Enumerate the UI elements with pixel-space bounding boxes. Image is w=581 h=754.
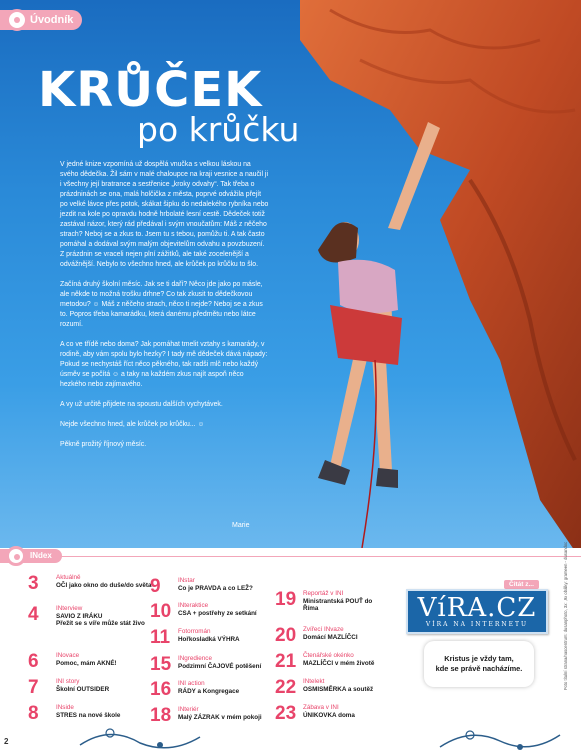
index-title: Domácí MAZLÍČCI (303, 633, 358, 641)
index-category: INteraktice (178, 602, 209, 609)
quote-line: Kristus je vždy tam, (444, 654, 514, 663)
index-category: Zvířecí INvaze (303, 626, 344, 633)
quote-bubble (424, 641, 534, 687)
page-number-label: 11 (150, 627, 171, 648)
page-number-label: 22 (275, 677, 297, 698)
index-title: Co je PRAVDA a co LEŽ? (178, 584, 253, 592)
vira-logo[interactable] (406, 589, 548, 634)
index-title: SAVIO Z IRÁKU (56, 612, 103, 620)
paragraph: V jedné knize vzpomíná už dospělá vnučka s velkou láskou na svého dědečka. Žil sám v malé chaloupce na kraji vesnice a naučil ji i všechny její bratrance a sestřenice „kroky odvahy“. Tak třeba o prázdninách se ona, malá holčička z města, poprvé odvážila přejít po velké lávce přes potok, skákat šipku do nedalekého rybníka nebo jezdit na kole po opravdu hodně hrbolaté lesní cestě. Dědeček totiž zastával názor, který rád předával i svým vnoučatům: Máš z něčeho strach? Neboj se a zkus to. Jsem tu s tebou, pomůžu ti. A tak často pomáhal a dodával svým malým objevitelům odvahu a povzbuzení. Z prázdnin se vraceli nejen plní zážitků, ale také zocelenější a odvážnější. Nebylo to všechno hned, ale krůček po krůčku to šlo. (60, 161, 269, 268)
index-category: Aktuálně (56, 574, 81, 581)
paragraph: A vy už určitě přijdete na spoustu dalších vychytávek. (60, 401, 223, 408)
index-category: Čtenářské okénko (303, 652, 354, 659)
index-item[interactable] (150, 655, 261, 675)
page-number-label: 3 (28, 573, 39, 594)
index-category: INI action (178, 680, 205, 687)
page-subtitle: po krůčku (137, 110, 300, 149)
page-title: KRŮČEK (38, 62, 263, 118)
index-title: MAZLÍČCI v mém životě (303, 659, 375, 667)
page-number-label: 6 (28, 651, 39, 672)
page-number-label: 23 (275, 703, 297, 724)
index-item[interactable] (28, 652, 117, 672)
signature: Marie (232, 522, 250, 529)
index-title: OČI jako okno do duše/do světa (56, 581, 152, 589)
index-category: INI story (56, 678, 80, 685)
index-category: INtelekt (303, 678, 325, 685)
index-category: INteriér (178, 706, 199, 713)
flower-icon (6, 9, 28, 31)
index-item[interactable] (28, 678, 109, 698)
paragraph: A co ve třídě nebo doma? Jak pomáhat tmelit vztahy s kamarády, v rodině, aby vám spolu bylo hezky? I tady mě dědeček dává nápady: Pokud se nechystáš říct něco pěkného, tak radši mlč nebo každý úsměv se počítá ☺ a taky na každém zkus najít aspoň něco hezkého nebo zajímavého. (60, 341, 268, 388)
index-title: ÚNIKOVKA doma (303, 711, 355, 719)
page-number-label: 8 (28, 703, 39, 724)
editorial-text (60, 160, 270, 460)
index-title: OSMISMĚRKA a soutěž (303, 685, 374, 693)
index-title: Podzimní ČAJOVÉ potěšení (178, 662, 262, 670)
index-category: Zábava v INI (303, 704, 339, 711)
index-item[interactable] (150, 628, 240, 648)
index-category: INterview (56, 605, 83, 612)
index-title: STRES na nové škole (56, 711, 121, 719)
index-category: Reportáž v INI (303, 590, 344, 597)
quote-tag: Čitát z... (504, 580, 539, 589)
paragraph: Nejde všechno hned, ale krůček po krůčku... ☺ (60, 421, 205, 428)
index-item[interactable] (275, 652, 374, 672)
index-item[interactable] (150, 577, 253, 597)
logo-text: VíRA.CZ (417, 593, 537, 623)
index-category: INovace (56, 652, 80, 659)
index-tag: INdex (0, 549, 62, 563)
index-item[interactable] (28, 574, 156, 594)
index-category: INstar (178, 577, 195, 584)
page-number-label: 4 (28, 604, 39, 625)
index-item[interactable] (275, 590, 388, 613)
floral-decoration (0, 715, 581, 754)
page-number-label: 15 (150, 654, 172, 675)
page-number-label: 19 (275, 589, 297, 610)
index-title: Hořkosladká VÝHRA (178, 635, 240, 643)
index-title: CSA + postřehy ze setkání (178, 609, 257, 617)
logo-subtitle: VÍRA NA INTERNETU (425, 621, 529, 628)
index-item[interactable] (275, 626, 358, 646)
quote-line: kde se právě nacházíme. (435, 664, 523, 673)
page-number-label: 7 (28, 677, 39, 698)
index-category: Fotorromán (178, 628, 211, 635)
page-number-label: 10 (150, 601, 172, 622)
paragraph: Začíná druhý školní měsíc. Jak se ti daří? Něco jde jako po másle, ale někde to možná trošku drhne? Co tak zkusit to dědečkovou metodou? ☺ Máš z něčeho strach, něco ti nejde? Neboj se a zkus to. Popros třeba kamarádku, která danému předmětu nebo látce rozumí. (60, 281, 263, 328)
flower-icon (6, 546, 26, 566)
page-number-label: 20 (275, 625, 297, 646)
index-title: Pomoc, mám AKNÉ! (56, 659, 117, 667)
index-title: Malý ZÁZRAK v mém pokoji (178, 713, 262, 721)
index-item[interactable] (150, 602, 257, 622)
index-title: RÁDY a Kongregace (178, 687, 240, 695)
index-item[interactable] (150, 680, 239, 700)
index-category: INside (56, 704, 74, 711)
index-title: Ministrantská POUŤ do Říma (303, 597, 373, 613)
index-title: Školní OUTSIDER (56, 685, 110, 693)
divider (60, 556, 581, 557)
page-number-label: 21 (275, 651, 297, 672)
page-number-label: 9 (150, 576, 161, 597)
index-item[interactable] (275, 678, 373, 698)
page-number-label: 16 (150, 679, 172, 700)
index-category: INgredience (178, 655, 212, 662)
page-number-label: 18 (150, 705, 172, 726)
section-tag: Úvodník (0, 10, 82, 30)
index-item[interactable] (28, 605, 156, 628)
photo-credit: Foto titulní strana/nascentrum: dusanphoto, 3x: ,9x obálky: grameen - dusandoc (563, 541, 568, 690)
index-subtitle: Přežít se s víře může stát živo (56, 620, 145, 628)
paragraph: Pěkně prožitý říjnový měsíc. (60, 441, 147, 448)
page-number: 2 (4, 737, 9, 746)
